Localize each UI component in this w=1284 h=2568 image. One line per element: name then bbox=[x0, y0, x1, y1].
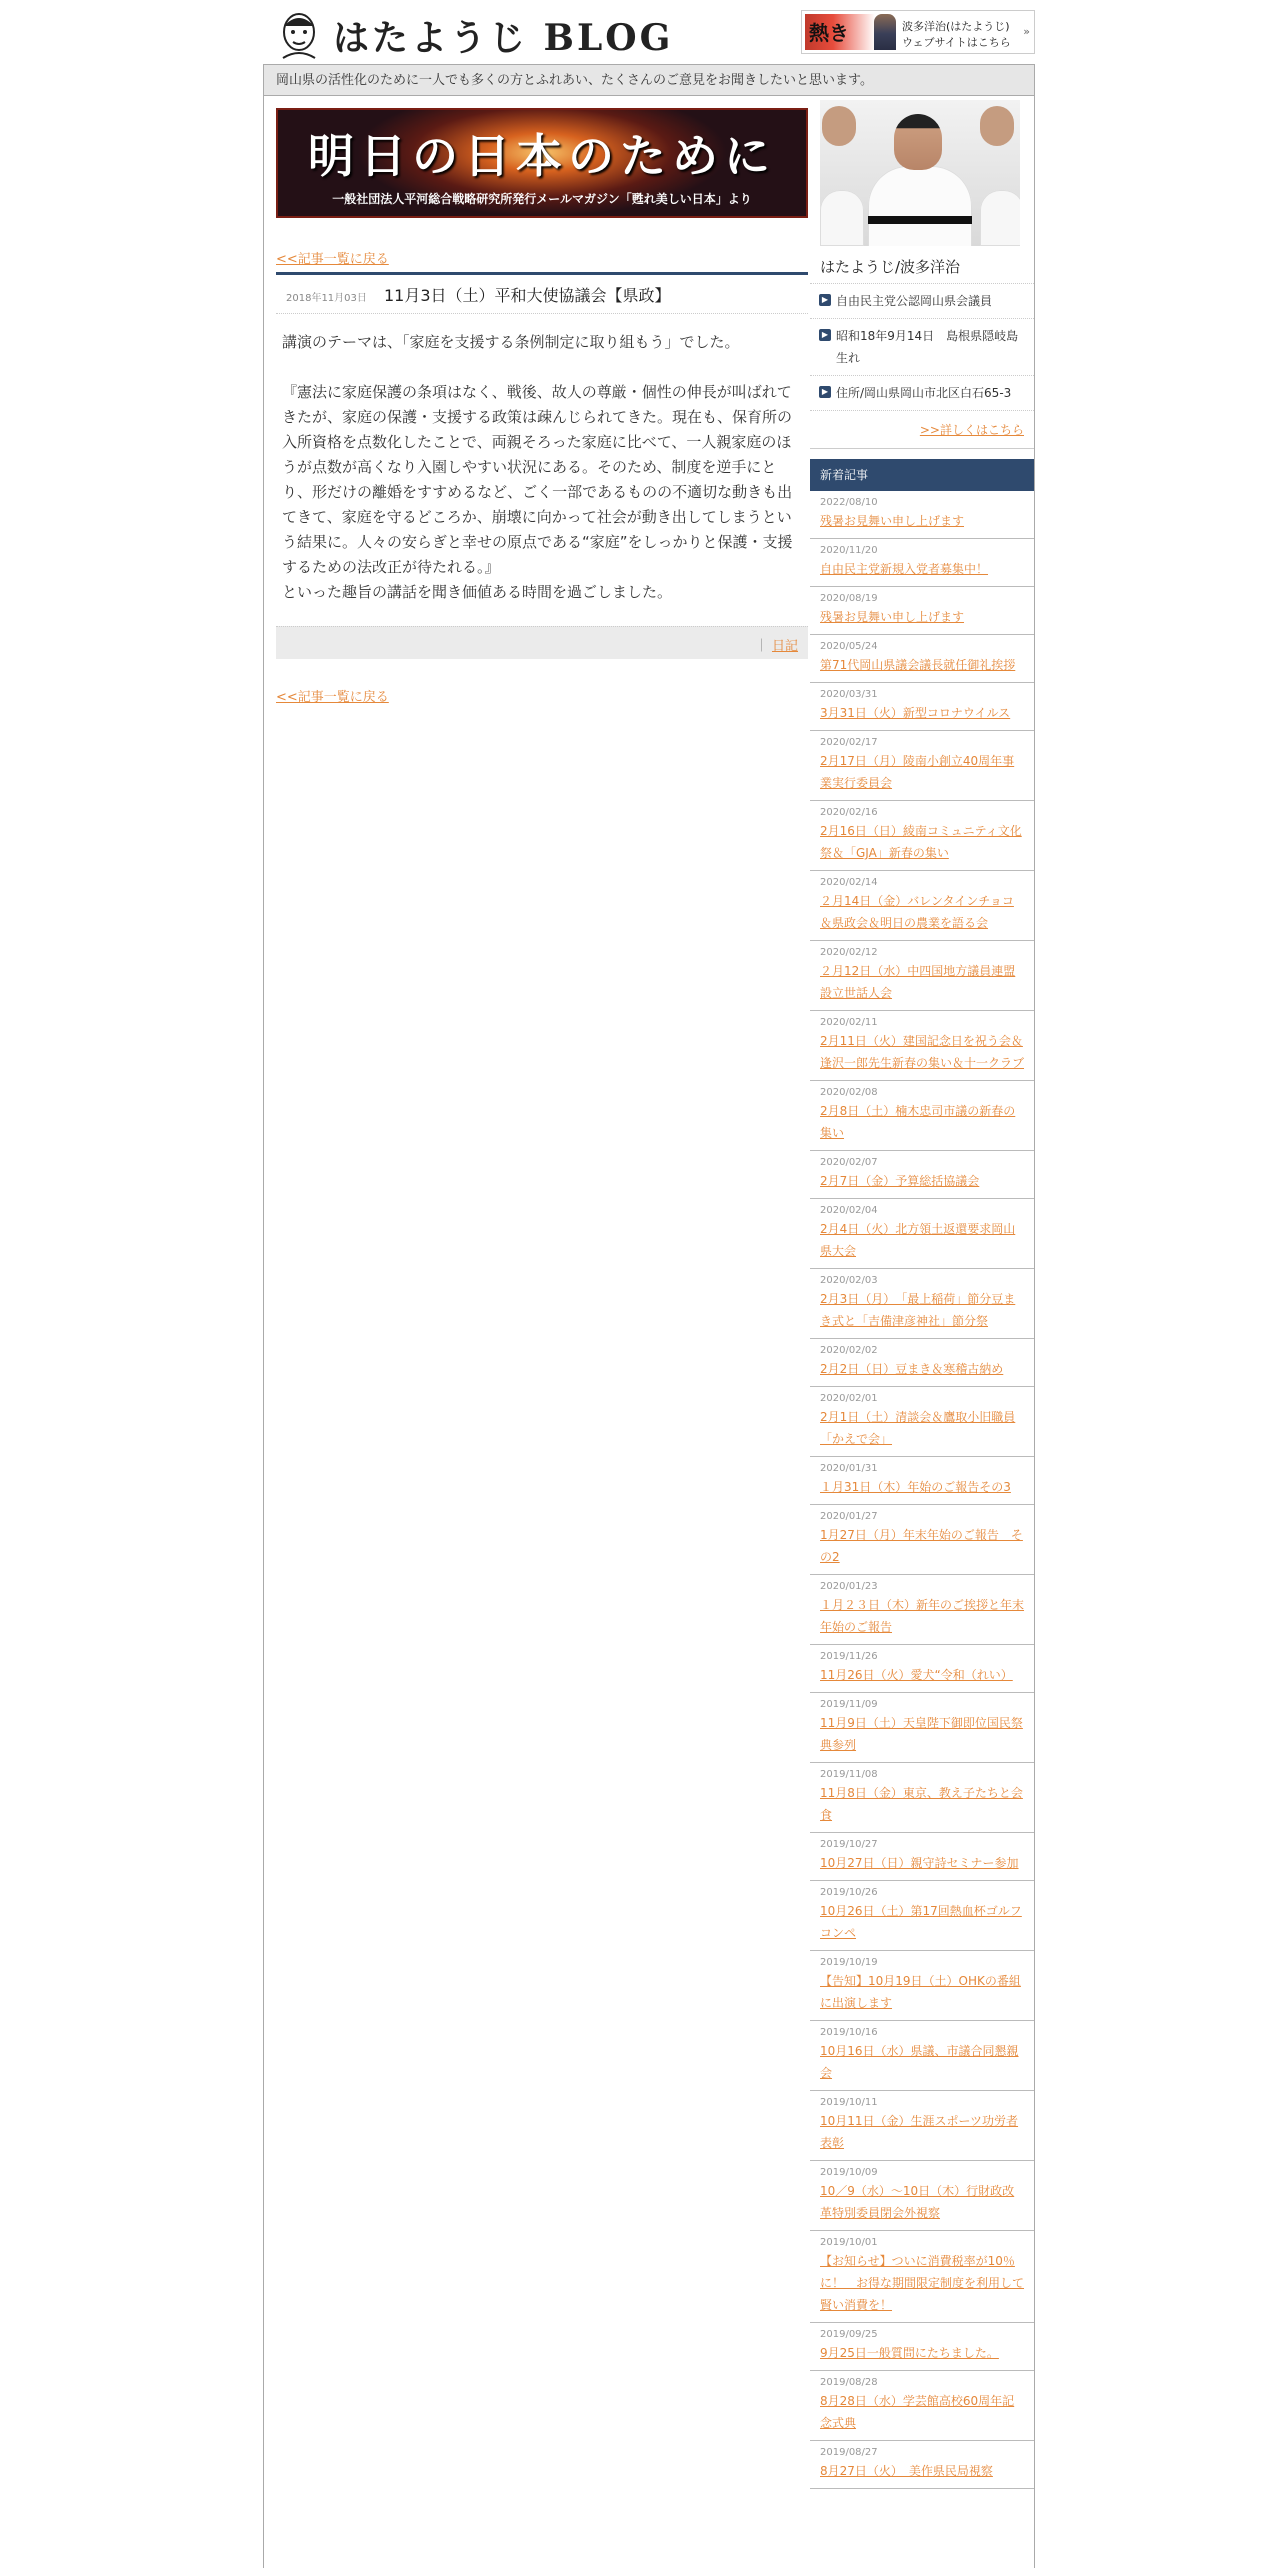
list-item bbox=[810, 1951, 1034, 2021]
profile-info-list bbox=[810, 283, 1034, 410]
list-item bbox=[810, 539, 1034, 587]
article-date: 2020/02/07 bbox=[820, 1157, 878, 1168]
article-date: 2020/02/11 bbox=[820, 1017, 878, 1028]
main-column bbox=[276, 108, 808, 705]
article-link[interactable]: 残暑お見舞い申し上げます bbox=[820, 514, 965, 528]
content-frame bbox=[263, 96, 1035, 2568]
article-link[interactable]: 9月25日一般質問にたちました。 bbox=[820, 2346, 999, 2360]
site-banner-line1: 波多洋治(はたようじ) bbox=[902, 20, 1010, 33]
article-link[interactable]: 11月26日（火）愛犬“令和（れい） bbox=[820, 1668, 1013, 1682]
list-item bbox=[810, 1505, 1034, 1575]
article-date: 2019/08/27 bbox=[820, 2447, 878, 2458]
article-link[interactable]: 2月11日（火）建国記念日を祝う会＆逢沢一郎先生新春の集い＆十一クラブ bbox=[820, 1034, 1025, 1070]
article-date: 2019/11/08 bbox=[820, 1769, 878, 1780]
article-link[interactable]: 10／9（水）～10日（木）行財政改革特別委員閉会外視察 bbox=[820, 2184, 1015, 2220]
post-category bbox=[755, 635, 798, 654]
article-link[interactable]: 自由民主党新規入党者募集中！ bbox=[820, 562, 989, 576]
article-date: 2020/02/17 bbox=[820, 737, 878, 748]
article-link[interactable]: 2月7日（金）予算総括協議会 bbox=[820, 1174, 980, 1188]
list-item bbox=[810, 941, 1034, 1011]
list-item bbox=[810, 491, 1034, 539]
brush-text: 熱き bbox=[809, 21, 849, 45]
banner-main-text: 明日の日本のために bbox=[308, 129, 776, 183]
article-link[interactable]: 2月8日（土）楠木忠司市議の新春の集い bbox=[820, 1104, 1016, 1140]
article-link[interactable]: 残暑お見舞い申し上げます bbox=[820, 610, 965, 624]
sidebar bbox=[810, 100, 1034, 2489]
official-site-banner[interactable] bbox=[801, 10, 1035, 54]
article-date: 2020/02/01 bbox=[820, 1393, 878, 1404]
article-link[interactable]: 10月16日（水）県議、市議合同懇親会 bbox=[820, 2044, 1019, 2080]
list-item bbox=[810, 1151, 1034, 1199]
category-separator: ｜ bbox=[754, 639, 768, 654]
article-date: 2020/01/23 bbox=[820, 1581, 878, 1592]
profile-info-item bbox=[810, 318, 1034, 375]
category-link[interactable]: 日記 bbox=[771, 639, 798, 654]
article-link[interactable]: 8月27日（火） 美作県民局視察 bbox=[820, 2464, 993, 2478]
caricature-icon bbox=[275, 8, 323, 60]
back-to-list-link[interactable]: <<記事一覧に戻る bbox=[276, 252, 389, 267]
article-date: 2020/02/12 bbox=[820, 947, 878, 958]
article-link[interactable]: １月２３日（木）新年のご挨拶と年末年始のご報告 bbox=[820, 1598, 1025, 1634]
post-date: 2018年11月03日 bbox=[286, 293, 367, 304]
list-item bbox=[810, 731, 1034, 801]
article-link[interactable]: 2月4日（火）北方領土返還要求岡山県大会 bbox=[820, 1222, 1016, 1258]
article-date: 2019/10/26 bbox=[820, 1887, 878, 1898]
article-link[interactable]: 【お知らせ】ついに消費税率が10％に！ お得な期間限定制度を利用して賢い消費を！ bbox=[820, 2254, 1025, 2312]
list-item bbox=[810, 2441, 1034, 2489]
blog-logo[interactable] bbox=[275, 6, 674, 62]
article-date: 2022/08/10 bbox=[820, 497, 878, 508]
post-footer bbox=[276, 626, 808, 659]
list-item bbox=[810, 1269, 1034, 1339]
article-date: 2019/10/27 bbox=[820, 1839, 878, 1850]
list-item bbox=[810, 1457, 1034, 1505]
post-body bbox=[282, 330, 804, 630]
article-date: 2019/11/09 bbox=[820, 1699, 878, 1710]
more-link-row bbox=[810, 410, 1034, 449]
profile-info-text: 自由民主党公認岡山県会議員 bbox=[836, 294, 993, 308]
list-item bbox=[810, 801, 1034, 871]
page-wrapper bbox=[263, 0, 1035, 2568]
list-item bbox=[810, 1693, 1034, 1763]
header-banner[interactable] bbox=[276, 108, 808, 218]
arrow-bullet-icon: ▶ bbox=[819, 386, 831, 398]
list-item bbox=[810, 1763, 1034, 1833]
new-articles-list bbox=[810, 491, 1034, 2489]
list-item bbox=[810, 683, 1034, 731]
list-item bbox=[810, 1881, 1034, 1951]
list-item bbox=[810, 2231, 1034, 2323]
article-date: 2020/05/24 bbox=[820, 641, 878, 652]
profile-info-text: 昭和18年9月14日 島根県隠岐島生れ bbox=[836, 329, 1019, 365]
article-link[interactable]: 8月28日（水）学芸館高校60周年記念式典 bbox=[820, 2394, 1015, 2430]
back-to-list-link-bottom[interactable]: <<記事一覧に戻る bbox=[276, 690, 389, 705]
article-date: 2020/11/20 bbox=[820, 545, 878, 556]
site-banner-line2: ウェブサイトはこちら bbox=[902, 36, 1011, 49]
person-photo bbox=[874, 14, 896, 50]
article-date: 2020/03/31 bbox=[820, 689, 878, 700]
list-item bbox=[810, 1081, 1034, 1151]
arrow-bullet-icon: ▶ bbox=[819, 294, 831, 306]
article-link[interactable]: 11月9日（土）天皇陛下御即位国民祭典参列 bbox=[820, 1716, 1023, 1752]
article-date: 2020/01/27 bbox=[820, 1511, 878, 1522]
article-date: 2020/02/16 bbox=[820, 807, 878, 818]
list-item bbox=[810, 1199, 1034, 1269]
article-link[interactable]: 2月2日（日）豆まき＆寒稽古納め bbox=[820, 1362, 1004, 1376]
article-date: 2019/10/16 bbox=[820, 2027, 878, 2038]
profile-info-text: 住所/岡山県岡山市北区白石65-3 bbox=[836, 386, 1012, 400]
post-paragraph: といった趣旨の講話を聞き価値ある時間を過ごしました。 bbox=[282, 583, 673, 601]
list-item bbox=[810, 2323, 1034, 2371]
article-link[interactable]: 2月17日（月）陵南小創立40周年事業実行委員会 bbox=[820, 754, 1015, 790]
article-date: 2019/10/01 bbox=[820, 2237, 878, 2248]
header bbox=[263, 0, 1035, 64]
article-link[interactable]: 10月11日（金）生涯スポーツ功労者表彰 bbox=[820, 2114, 1019, 2150]
list-item bbox=[810, 1387, 1034, 1457]
article-link[interactable]: 第71代岡山県議会議長就任御礼挨拶 bbox=[820, 658, 1016, 672]
list-item bbox=[810, 2371, 1034, 2441]
article-date: 2019/10/09 bbox=[820, 2167, 878, 2178]
article-link[interactable]: 10月26日（土）第17回熱血杯ゴルフコンペ bbox=[820, 1904, 1022, 1940]
article-date: 2020/02/03 bbox=[820, 1275, 878, 1286]
post-title: 11月3日（土）平和大使協議会【県政】 bbox=[384, 286, 671, 305]
article-link[interactable]: 【告知】10月19日（土）OHKの番組に出演します bbox=[820, 1974, 1021, 2010]
article-date: 2020/08/19 bbox=[820, 593, 878, 604]
article-date: 2019/09/25 bbox=[820, 2329, 878, 2340]
list-item bbox=[810, 635, 1034, 683]
list-item bbox=[810, 1339, 1034, 1387]
article-link[interactable]: 11月8日（金）東京、教え子たちと会食 bbox=[820, 1786, 1023, 1822]
article-link[interactable]: 2月3日（月） 「最上稲荷」節分豆まき式と「吉備津彦神社」節分祭 bbox=[820, 1292, 1016, 1328]
article-date: 2019/10/19 bbox=[820, 1957, 878, 1968]
article-link[interactable]: 2月1日（土）清談会＆鷹取小旧職員「かえで会」 bbox=[820, 1410, 1016, 1446]
post-header bbox=[276, 272, 808, 314]
blog-title: はたようじ BLOG bbox=[333, 17, 674, 59]
brush-calligraphy-icon bbox=[805, 14, 875, 50]
article-link[interactable]: 10月27日（日）親守詩セミナー参加 bbox=[820, 1856, 1019, 1870]
article-date: 2020/02/08 bbox=[820, 1087, 878, 1098]
profile-info-item bbox=[810, 283, 1034, 318]
article-link[interactable]: １月31日（木）年始のご報告その3 bbox=[820, 1480, 1011, 1494]
list-item bbox=[810, 2091, 1034, 2161]
new-articles-heading: 新着記事 bbox=[810, 459, 1034, 491]
article-date: 2020/02/04 bbox=[820, 1205, 878, 1216]
banner-sub-text: 一般社団法人平河総合戦略研究所発行メールマガジン「甦れ美しい日本」より bbox=[332, 192, 752, 206]
list-item bbox=[810, 1833, 1034, 1881]
list-item bbox=[810, 1645, 1034, 1693]
article-link[interactable]: 2月16日（日）綾南コミュニティ文化祭＆「GJA」新春の集い bbox=[820, 824, 1022, 860]
article-date: 2020/01/31 bbox=[820, 1463, 878, 1474]
post-paragraph: 講演のテーマは、「家庭を支援する条例制定に取り組もう」でした。 bbox=[282, 333, 740, 351]
list-item bbox=[810, 2021, 1034, 2091]
article-link[interactable]: 3月31日（火）新型コロナウイルス bbox=[820, 706, 1011, 720]
article-date: 2020/02/14 bbox=[820, 877, 878, 888]
arrow-bullet-icon: ▶ bbox=[819, 329, 831, 341]
list-item bbox=[810, 1575, 1034, 1645]
article-link[interactable]: ２月12日（水）中四国地方議員連盟設立世話人会 bbox=[820, 964, 1016, 1000]
profile-name: はたようじ/波多洋治 bbox=[820, 258, 961, 276]
post-paragraph: 『憲法に家庭保護の条項はなく、戦後、故人の尊厳・個性の伸長が叫ばれてきたが、家庭の保護・支援する政策は疎んじられてきた。現在も、保育所の入所資格を点数化したことで、両親そろった家庭に比べて、一人親家庭のほうが点数が高くなり入園しやすい状況にある。そのため、制度を逆手にとり、形だけの離婚をすすめるなど、ごく一部であるものの不適切な動きも出てきて、家庭を守るどころか、崩壊に向かって社会が動き出してしまうという結果に。人々の安らぎと幸せの原点である“家庭”をしっかりと保護・支援するための法改正が待たれる。』 bbox=[282, 383, 793, 576]
article-date: 2019/11/26 bbox=[820, 1651, 878, 1662]
tagline: 岡山県の活性化のために一人でも多くの方とふれあい、たくさんのご意見をお聞きしたいと思います。 bbox=[263, 64, 1035, 96]
profile-photo bbox=[820, 100, 1020, 246]
profile-info-item bbox=[810, 375, 1034, 410]
list-item bbox=[810, 587, 1034, 635]
chevron-right-icon: » bbox=[1023, 25, 1030, 38]
list-item bbox=[810, 1011, 1034, 1081]
article-link[interactable]: 1月27日（月）年末年始のご報告 その2 bbox=[820, 1528, 1023, 1564]
list-item bbox=[810, 871, 1034, 941]
list-item bbox=[810, 2161, 1034, 2231]
article-date: 2020/02/02 bbox=[820, 1345, 878, 1356]
article-date: 2019/08/28 bbox=[820, 2377, 878, 2388]
more-details-link[interactable]: >>詳しくはこちら bbox=[919, 423, 1024, 437]
article-date: 2019/10/11 bbox=[820, 2097, 878, 2108]
article-link[interactable]: ２月14日（金）バレンタインチョコ＆県政会＆明日の農業を語る会 bbox=[820, 894, 1014, 930]
